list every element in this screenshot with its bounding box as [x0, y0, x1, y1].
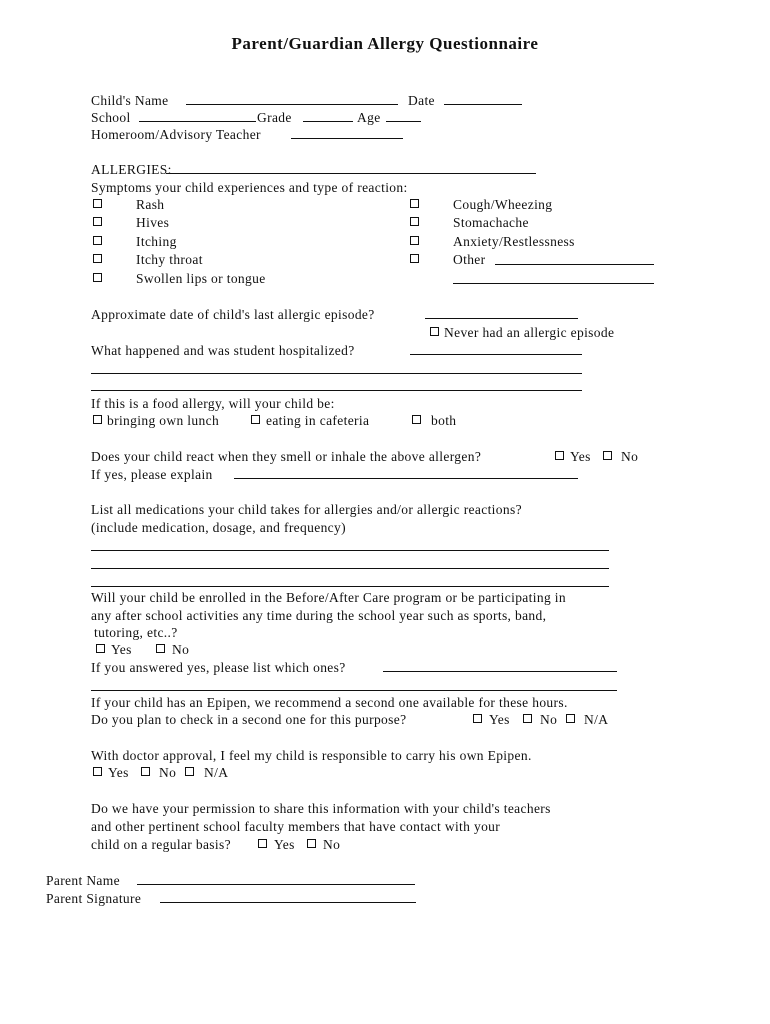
meds-field-1[interactable] [91, 550, 609, 551]
aftercare-line-1: Will your child be enrolled in the Before/After Care program or be participating in [91, 590, 566, 605]
school-label: School [91, 110, 131, 125]
school-field[interactable] [139, 121, 256, 122]
epipen-yes-label: Yes [489, 712, 510, 727]
epipen-na-checkbox[interactable] [566, 714, 575, 723]
grade-label: Grade [257, 110, 292, 125]
meds-field-2[interactable] [91, 568, 609, 569]
itchy-throat-label: Itchy throat [136, 252, 203, 267]
smell-no-checkbox[interactable] [603, 451, 612, 460]
responsible-na-checkbox[interactable] [185, 767, 194, 776]
cafeteria-label: eating in cafeteria [266, 413, 370, 428]
smell-no-label: No [621, 449, 639, 464]
meds-field-3[interactable] [91, 586, 609, 587]
hospital-field-2[interactable] [91, 373, 582, 374]
rash-checkbox[interactable] [93, 199, 102, 208]
rash-label: Rash [136, 197, 165, 212]
episode-date-field[interactable] [425, 318, 578, 319]
epipen-line-1: If your child has an Epipen, we recommend a second one available for these hours. [91, 695, 568, 710]
epipen-na-label: N/A [584, 712, 609, 727]
own-lunch-checkbox[interactable] [93, 415, 102, 424]
food-question: If this is a food allergy, will your child be: [91, 396, 335, 411]
aftercare-list-label: If you answered yes, please list which ones? [91, 660, 346, 675]
other-field-2[interactable] [453, 283, 654, 284]
epipen-yes-checkbox[interactable] [473, 714, 482, 723]
share-line-2: and other pertinent school faculty members that have contact with your [91, 819, 501, 834]
responsible-no-label: No [159, 765, 177, 780]
epipen-no-label: No [540, 712, 558, 727]
both-label: both [431, 413, 457, 428]
explain-label: If yes, please explain [91, 467, 213, 482]
homeroom-label: Homeroom/Advisory Teacher [91, 127, 261, 142]
never-label: Never had an allergic episode [444, 325, 615, 340]
cough-label: Cough/Wheezing [453, 197, 553, 212]
hives-label: Hives [136, 215, 170, 230]
aftercare-no-checkbox[interactable] [156, 644, 165, 653]
itching-label: Itching [136, 234, 177, 249]
hives-checkbox[interactable] [93, 217, 102, 226]
share-yes-checkbox[interactable] [258, 839, 267, 848]
both-checkbox[interactable] [412, 415, 421, 424]
stomachache-label: Stomachache [453, 215, 529, 230]
anxiety-label: Anxiety/Restlessness [453, 234, 575, 249]
aftercare-yes-checkbox[interactable] [96, 644, 105, 653]
share-no-checkbox[interactable] [307, 839, 316, 848]
epipen-no-checkbox[interactable] [523, 714, 532, 723]
allergies-field[interactable] [166, 173, 536, 174]
homeroom-field[interactable] [291, 138, 403, 139]
grade-field[interactable] [303, 121, 353, 122]
responsible-no-checkbox[interactable] [141, 767, 150, 776]
hospital-field-3[interactable] [91, 390, 582, 391]
age-field[interactable] [386, 121, 421, 122]
never-checkbox[interactable] [430, 327, 439, 336]
parent-signature-field[interactable] [160, 902, 416, 903]
date-field[interactable] [444, 104, 522, 105]
hospital-field[interactable] [410, 354, 582, 355]
aftercare-list-field[interactable] [383, 671, 617, 672]
swollen-lips-checkbox[interactable] [93, 273, 102, 282]
smell-yes-checkbox[interactable] [555, 451, 564, 460]
symptoms-prompt: Symptoms your child experiences and type of reaction: [91, 180, 408, 195]
aftercare-line-3: tutoring, etc..? [94, 625, 178, 640]
share-no-label: No [323, 837, 341, 852]
responsible-na-label: N/A [204, 765, 229, 780]
responsible-yes-checkbox[interactable] [93, 767, 102, 776]
allergies-label: ALLERGIES: [91, 162, 172, 177]
smell-yes-label: Yes [570, 449, 591, 464]
anxiety-checkbox[interactable] [410, 236, 419, 245]
hospital-question: What happened and was student hospitalized? [91, 343, 355, 358]
swollen-lips-label: Swollen lips or tongue [136, 271, 266, 286]
own-lunch-label: bringing own lunch [107, 413, 220, 428]
age-label: Age [357, 110, 381, 125]
itching-checkbox[interactable] [93, 236, 102, 245]
date-label: Date [408, 93, 435, 108]
aftercare-line-2: any after school activities any time during the school year such as sports, band, [91, 608, 547, 623]
share-yes-label: Yes [274, 837, 295, 852]
responsible-question: With doctor approval, I feel my child is responsible to carry his own Epipen. [91, 748, 532, 763]
responsible-yes-label: Yes [108, 765, 129, 780]
other-field[interactable] [495, 264, 654, 265]
itchy-throat-checkbox[interactable] [93, 254, 102, 263]
other-checkbox[interactable] [410, 254, 419, 263]
aftercare-no-label: No [172, 642, 190, 657]
explain-field[interactable] [234, 478, 578, 479]
child-name-field[interactable] [186, 104, 398, 105]
meds-note: (include medication, dosage, and frequency) [91, 520, 346, 535]
aftercare-yes-label: Yes [111, 642, 132, 657]
cafeteria-checkbox[interactable] [251, 415, 260, 424]
meds-question: List all medications your child takes for allergies and/or allergic reactions? [91, 502, 522, 517]
epipen-line-2: Do you plan to check in a second one for this purpose? [91, 712, 407, 727]
other-label: Other [453, 252, 486, 267]
aftercare-list-field-2[interactable] [91, 690, 617, 691]
share-line-1: Do we have your permission to share this information with your child's teachers [91, 801, 551, 816]
smell-question: Does your child react when they smell or inhale the above allergen? [91, 449, 482, 464]
child-name-label: Child's Name [91, 93, 169, 108]
cough-checkbox[interactable] [410, 199, 419, 208]
form-title: Parent/Guardian Allergy Questionnaire [231, 34, 539, 53]
share-line-3: child on a regular basis? [91, 837, 231, 852]
parent-name-field[interactable] [137, 884, 415, 885]
episode-question: Approximate date of child's last allergic episode? [91, 307, 375, 322]
parent-name-label: Parent Name [46, 873, 120, 888]
stomachache-checkbox[interactable] [410, 217, 419, 226]
parent-signature-label: Parent Signature [46, 891, 142, 906]
